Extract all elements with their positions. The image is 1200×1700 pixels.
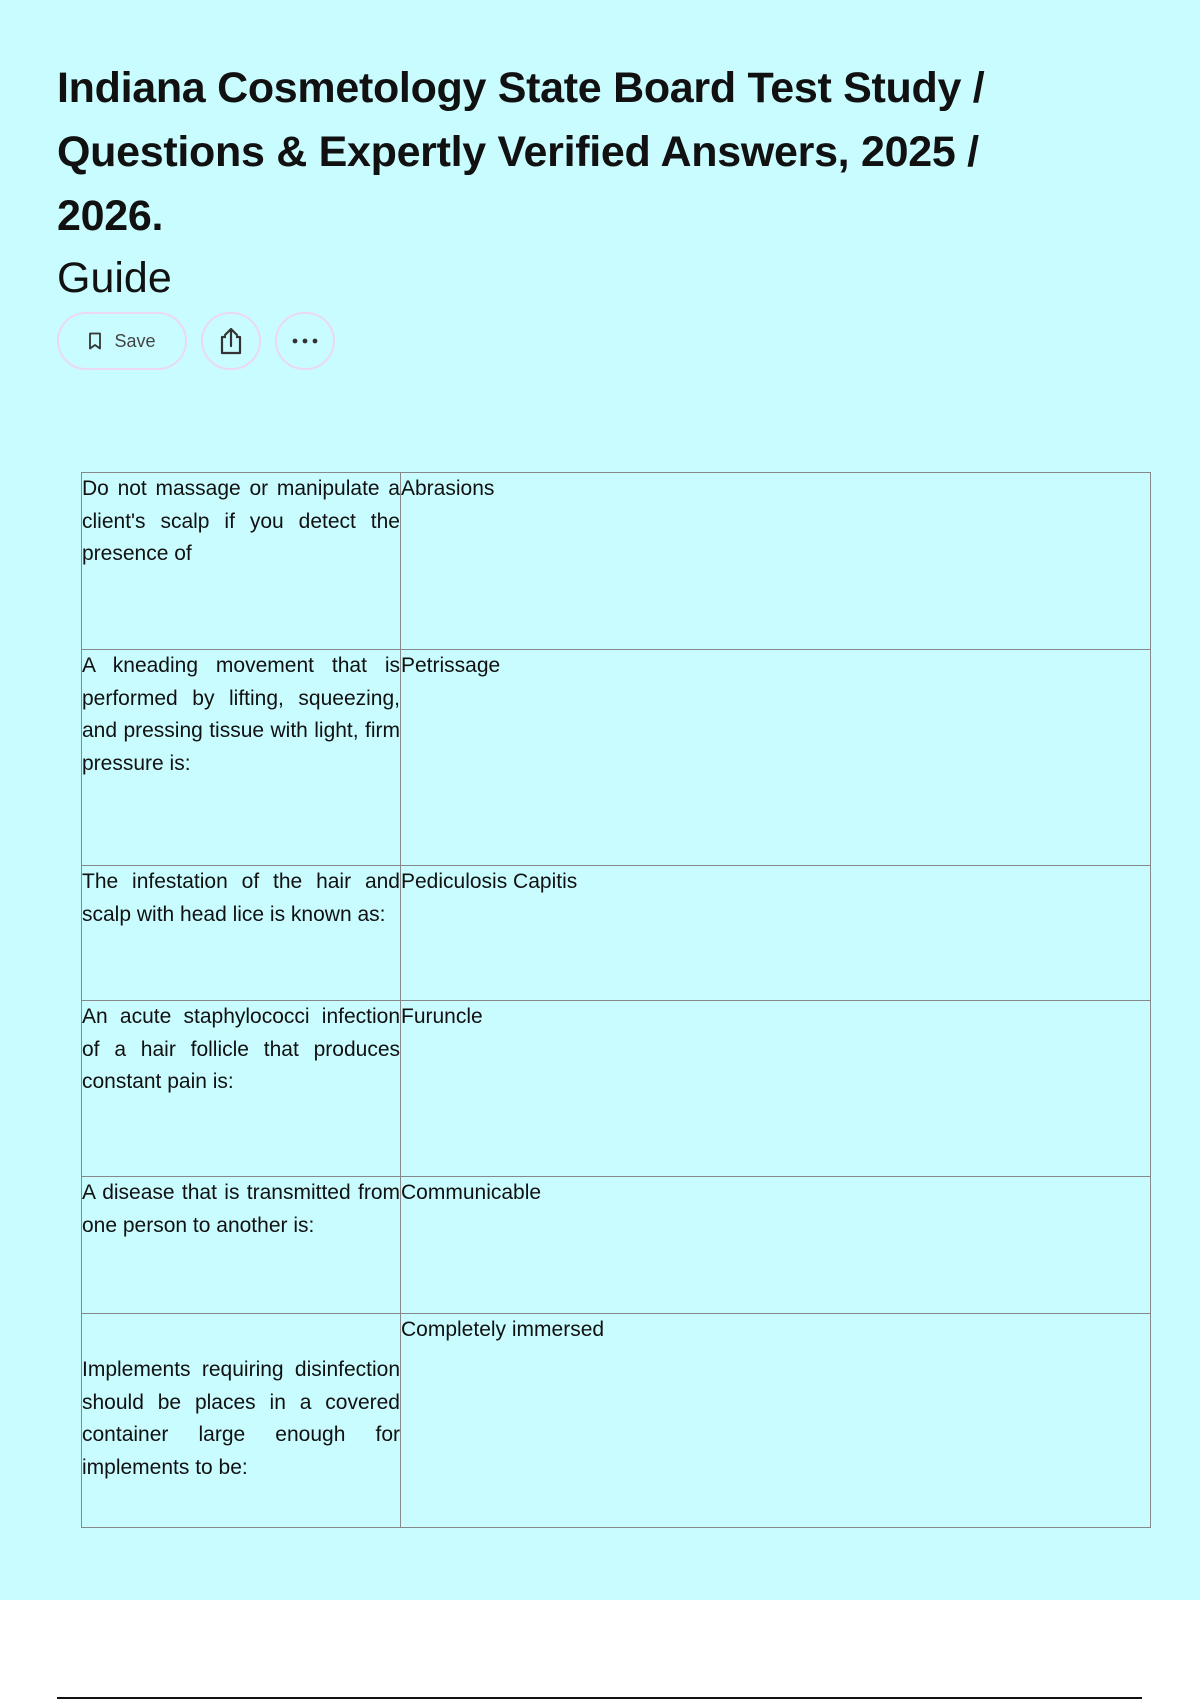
answer-cell: [401, 1177, 1151, 1314]
question-text: A disease that is transmitted from one person to another is:: [82, 1181, 400, 1237]
table-row: [82, 650, 1151, 866]
table-row: [82, 866, 1151, 1001]
answer-text: Completely immersed: [401, 1318, 605, 1341]
save-button[interactable]: [57, 312, 187, 370]
answer-text: Pediculosis Capitis: [401, 870, 578, 893]
answer-text: Petrissage: [401, 654, 501, 677]
document-subtitle: Guide: [57, 254, 172, 302]
share-icon: [217, 326, 245, 356]
question-cell: [82, 1001, 401, 1177]
table-row: [82, 1314, 1151, 1528]
more-options-button[interactable]: [275, 312, 335, 370]
table-row: [82, 1001, 1151, 1177]
share-button[interactable]: [201, 312, 261, 370]
table-row: [82, 1177, 1151, 1314]
answer-cell: [401, 1314, 1151, 1528]
footer-divider: [57, 1697, 1142, 1699]
qa-table: [81, 472, 1151, 1528]
answer-cell: [401, 1001, 1151, 1177]
answer-text: Abrasions: [401, 477, 495, 500]
question-text: An acute staphylococci infection of a hair follicle that produces constant pain is:: [82, 1005, 400, 1093]
save-button-label: Save: [114, 330, 156, 351]
answer-cell: [401, 650, 1151, 866]
answer-text: Communicable: [401, 1181, 542, 1204]
question-text: Do not massage or manipulate a client's scalp if you detect the presence of: [82, 477, 400, 565]
table-row: [82, 473, 1151, 650]
document-title: Indiana Cosmetology State Board Test Study / Questions & Expertly Verified Answers, 2025 / 2026.: [57, 64, 985, 240]
document-header: [57, 56, 1057, 308]
question-text: The infestation of the hair and scalp with head lice is known as:: [82, 870, 400, 926]
question-cell: [82, 473, 401, 650]
question-cell: [82, 650, 401, 866]
question-text: Implements requiring disinfection should be places in a covered container large enough for implements to be:: [82, 1358, 400, 1479]
question-text: A kneading movement that is performed by lifting, squeezing, and pressing tissue with light, firm pressure is:: [82, 654, 400, 775]
question-cell: [82, 1177, 401, 1314]
bookmark-icon: [88, 332, 102, 350]
question-cell: [82, 1314, 401, 1528]
more-horizontal-icon: [290, 337, 320, 345]
action-bar: [57, 312, 335, 370]
question-cell: [82, 866, 401, 1001]
answer-cell: [401, 473, 1151, 650]
answer-cell: [401, 866, 1151, 1001]
answer-text: Furuncle: [401, 1005, 483, 1028]
